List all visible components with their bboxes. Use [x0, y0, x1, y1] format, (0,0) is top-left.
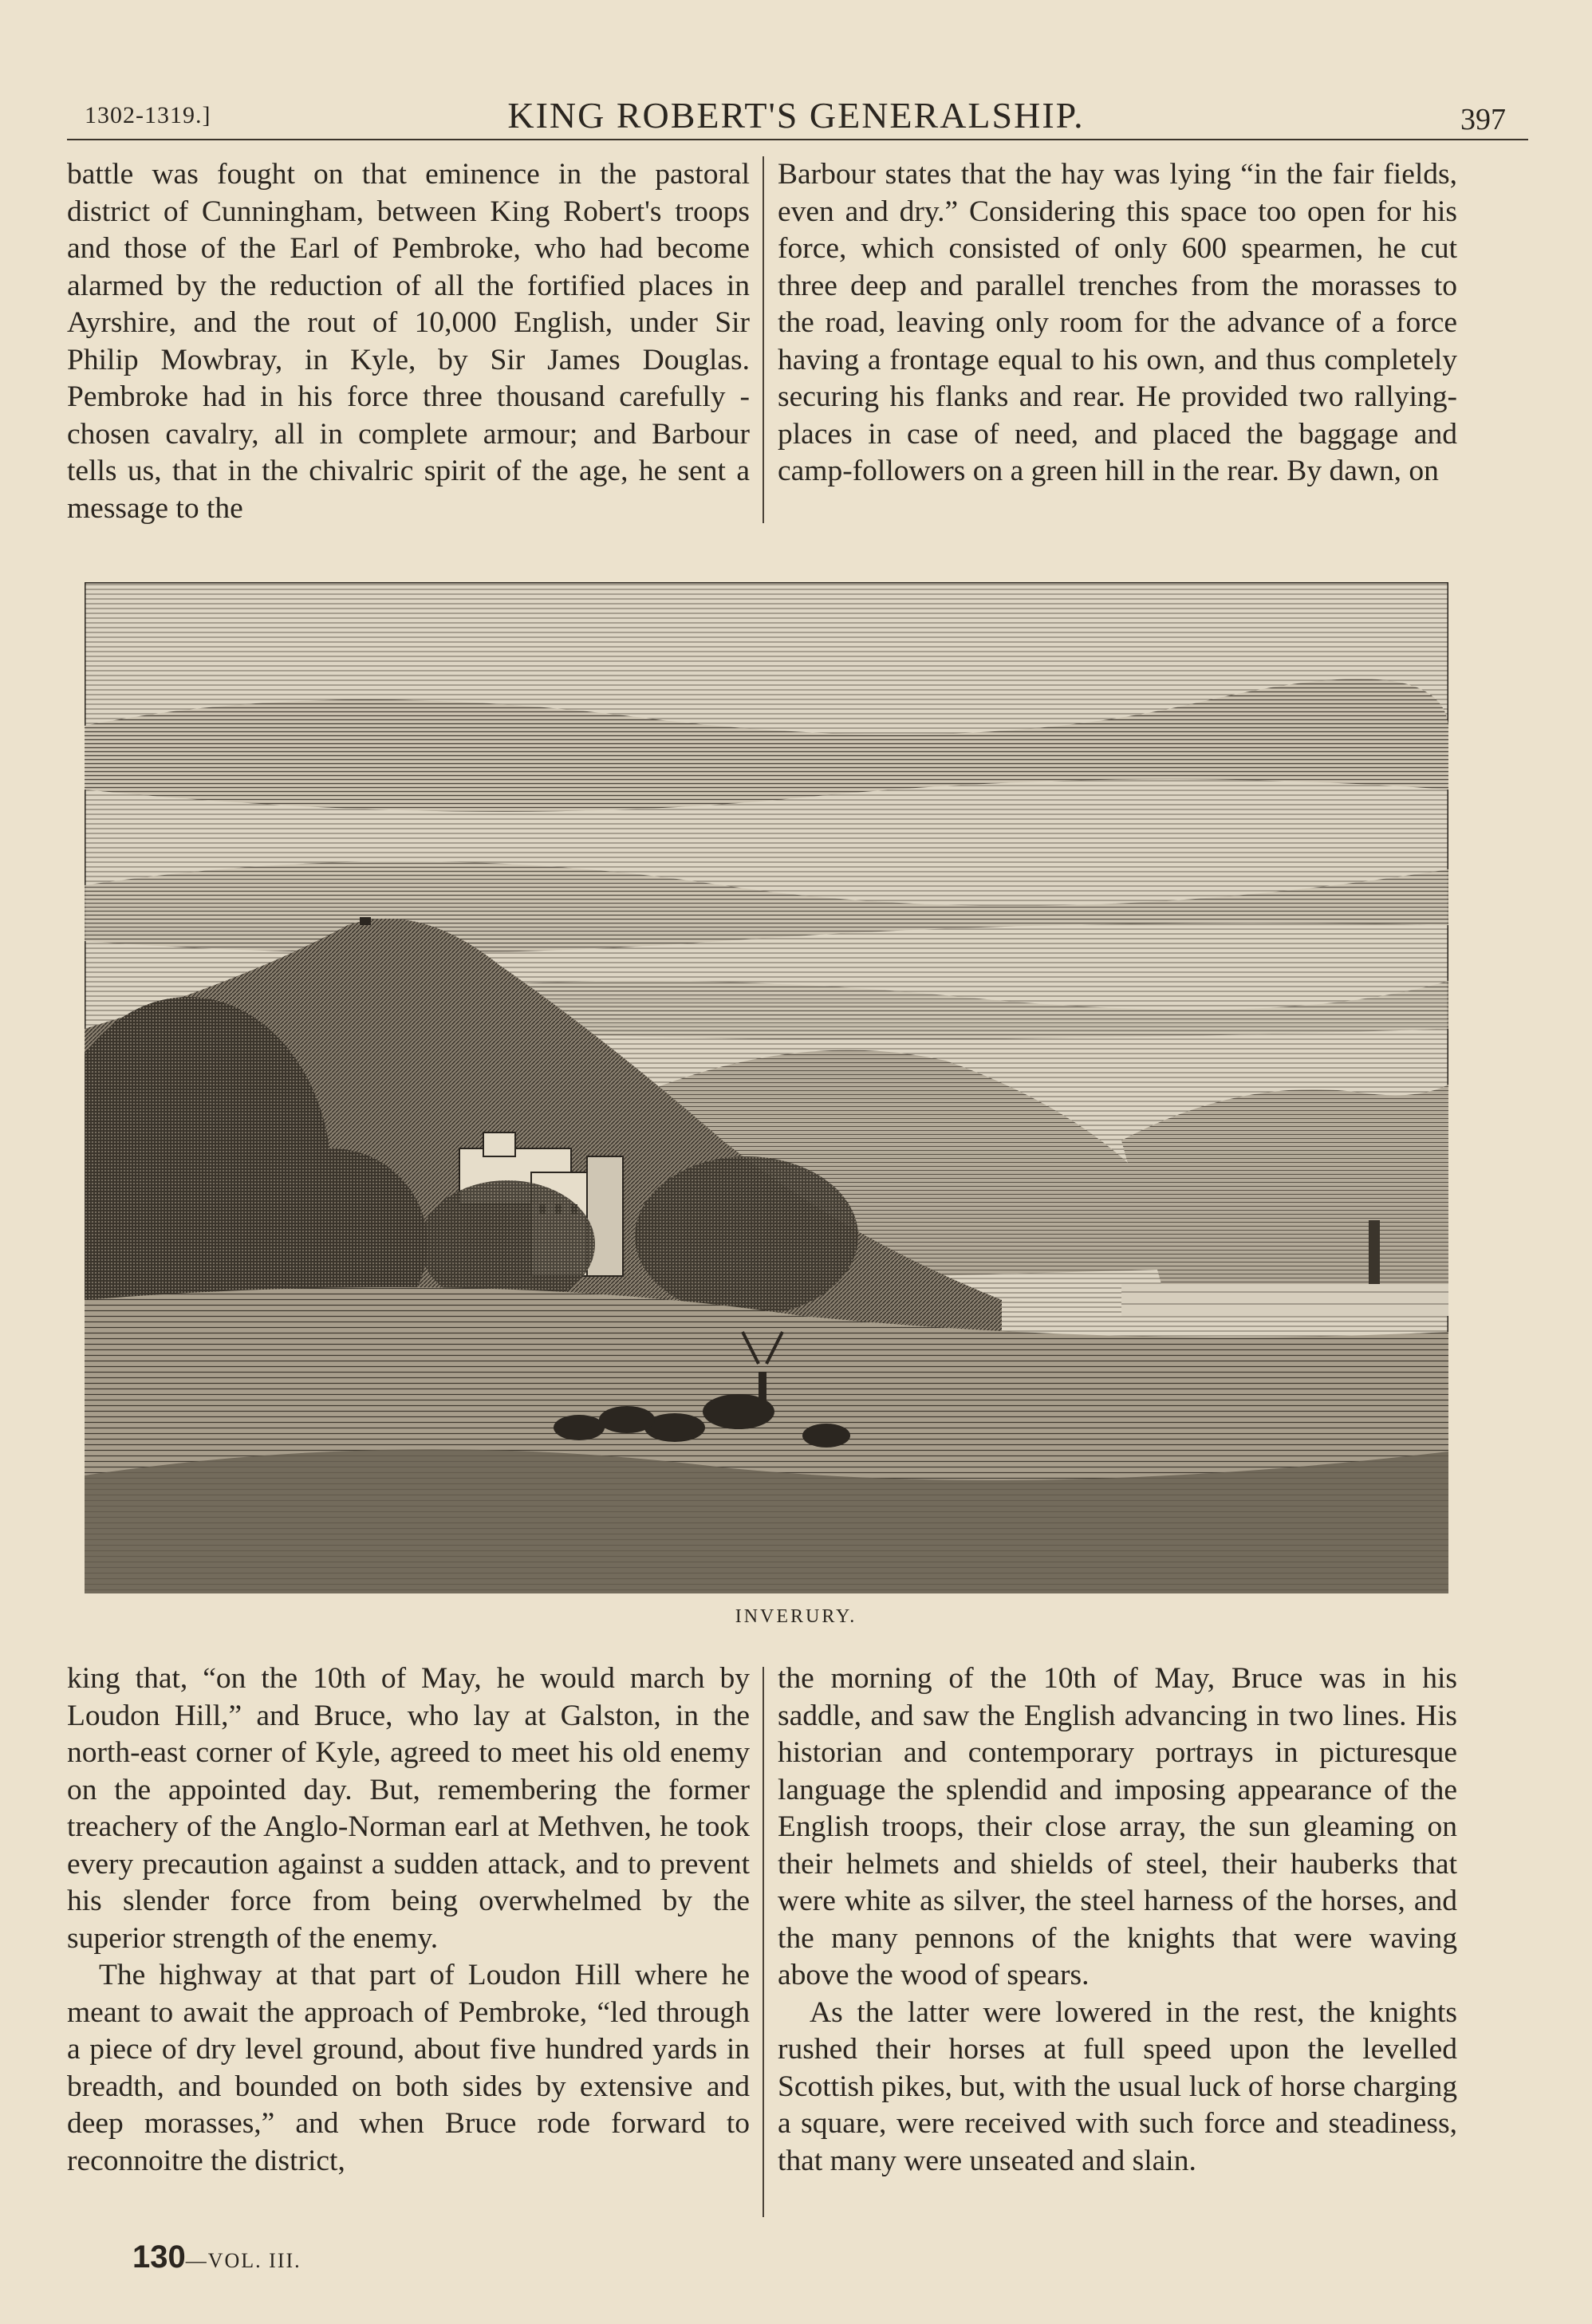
illustration-caption: INVERURY. — [735, 1606, 857, 1627]
volume-label: —VOL. III. — [185, 2249, 301, 2272]
left-column-bottom — [67, 1660, 750, 2180]
column-divider — [763, 1667, 764, 2217]
right-column-top — [778, 156, 1457, 490]
paragraph: battle was fought on that eminence in the pastoral district of Cunningham, between King Robert's troops and those of the Earl of Pembroke, who had become alarmed by the reduction of all the fortified places in Ayrshire, and the rout of 10,000 English, under Sir Philip Mowbray, in Kyle, by Sir James Douglas. Pembroke had in his force three thousand carefully - chosen cavalry, all in complete armour; and Barbour tells us, that in the chivalric spirit of the age, he sent a message to the — [67, 158, 750, 525]
header-rule — [67, 139, 1528, 140]
paragraph: The highway at that part of Loudon Hill where he meant to await the approach of Pembroke, “led through a piece of dry level ground, about five hundred yards in breadth, and bounded on both sides by extensive and deep morasses,” and when Bruce rode forward to reconnoitre the district, — [67, 1959, 750, 2177]
signature-number: 130 — [132, 2239, 186, 2275]
running-header — [67, 89, 1525, 145]
engraving-illustration — [85, 582, 1448, 1593]
column-divider — [763, 156, 764, 523]
left-column-top — [67, 156, 750, 527]
paragraph: the morning of the 10th of May, Bruce was in his saddle, and saw the English advancing in two lines. His historian and contemporary portrays in picturesque language the splendid and imposing appearance of the English troops, their close array, the sun gleaming on their helmets and shields of steel, their hauberks that were white as silver, the steel harness of the horses, and the many pennons of the knights that were waving above the wood of spears. — [778, 1662, 1457, 1991]
paragraph: As the latter were lowered in the rest, the knights rushed their horses at full speed upon the levelled Scottish pikes, but, with the usual luck of horse charging a square, were received with such force and steadiness, that many were unseated and slain. — [778, 1995, 1457, 2177]
paragraph: Barbour states that the hay was lying “in the fair fields, even and dry.” Considering this space too open for his force, which consisted of only 600 spearmen, he cut three deep and parallel trenches from the morasses to the road, leaving only room for the advance of a force having a frontage equal to his own, and thus completely securing his flanks and rear. He provided two rallying-places in case of need, and placed the baggage and camp-followers on a green hill in the rear. By dawn, on — [778, 158, 1457, 487]
paragraph: king that, “on the 10th of May, he would march by Loudon Hill,” and Bruce, who lay at Galston, in the north-east corner of Kyle, agreed to meet his old enemy on the appointed day. But, remembering the former treachery of the Anglo-Norman earl at Methven, he took every precaution against a sudden attack, and to prevent his slender force from being overwhelmed by the superior strength of the enemy. — [67, 1662, 750, 1955]
page-footer — [132, 2239, 301, 2275]
page-number: 397 — [1460, 103, 1506, 136]
right-column-bottom — [778, 1660, 1457, 2180]
header-date-range: 1302-1319.] — [85, 102, 211, 128]
header-title: KING ROBERT'S GENERALSHIP. — [507, 95, 1085, 136]
